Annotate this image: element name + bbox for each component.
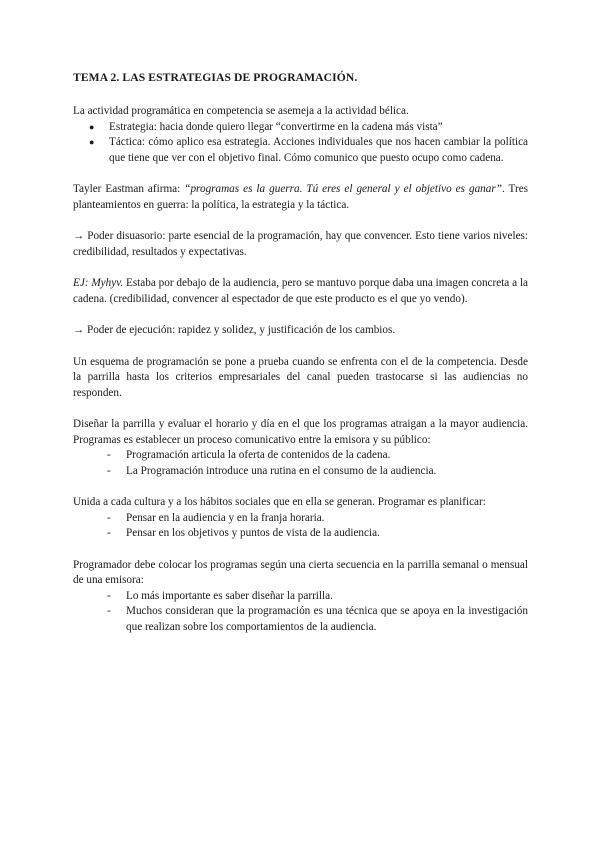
bullet-marker: ● — [89, 137, 95, 147]
list-item — [73, 526, 528, 542]
dash-marker: - — [107, 589, 111, 602]
page-title: TEMA 2. LAS ESTRATEGIAS DE PROGRAMACIÓN. — [73, 71, 358, 84]
list-item-text: Muchos consideran que la programación es una técnica que se apoya en la investigación que realizan sobre los comportamientos de la audiencia. — [126, 605, 528, 633]
list-item — [73, 120, 528, 136]
list-item-text: Programación articula la oferta de contenidos de la cadena. — [126, 449, 391, 461]
programador-paragraph: Programador debe colocar los programas según una cierta secuencia en la parrilla semanal o mensual de una emisora: — [73, 558, 528, 586]
parrilla-dash-list — [73, 589, 528, 636]
poder-ejecucion-paragraph: → Poder de ejecución: rapidez y solidez, y justificación de los cambios. — [73, 324, 396, 336]
example-label: EJ: Myhyv. — [73, 277, 124, 289]
list-item-text: Pensar en la audiencia y en la franja horaria. — [126, 511, 325, 524]
dash-marker: - — [107, 605, 111, 617]
list-item — [73, 604, 528, 635]
programacion-dash-list — [73, 448, 528, 479]
intro-paragraph: La actividad programática en competencia se asemeja a la actividad bélica. — [73, 105, 409, 117]
list-item-text: Pensar en los objetivos y puntos de vista de la audiencia. — [126, 527, 380, 539]
list-item — [73, 589, 528, 605]
list-item-text: Táctica: cómo aplico esa estrategia. Acciones individuales que nos hacen cambiar la política que tiene que ver con el objetivo final. Cómo comunico que puesto ocupo como cadena. — [109, 136, 528, 164]
quote-prefix: Tayler Eastman afirma: — [73, 183, 185, 195]
quote-text: “programas es la guerra. Tú eres el general y el objetivo es ganar” — [184, 183, 502, 195]
poder-disuasorio-paragraph: → Poder disuasorio: parte esencial de la programación, hay que convencer. Esto tiene varios niveles: credibilidad, resultados y expectativas. — [73, 230, 528, 258]
dash-marker: - — [107, 464, 111, 477]
list-item-text: Lo más importante es saber diseñar la parrilla. — [126, 589, 333, 602]
planificar-dash-list — [73, 511, 528, 542]
esquema-paragraph: Un esquema de programación se pone a prueba cuando se enfrenta con el de la competencia. Desde la parrilla hasta los criterios empresariales del canal pueden trastocarse si las audiencias no responden. — [73, 355, 528, 399]
list-item — [73, 448, 528, 464]
dash-marker: - — [107, 449, 111, 461]
example-text: Estaba por debajo de la audiencia, pero se mantuvo porque daba una imagen concreta a la cadena. (credibilidad, convencer al espectador de que este producto es el que yo vendo). — [73, 277, 528, 305]
disenar-paragraph: Diseñar la parrilla y evaluar el horario y día en el que los programas atraigan a la mayor audiencia. Programas es establecer un proceso comunicativo entre la emisora y su público: — [73, 418, 528, 446]
document-body — [73, 70, 528, 635]
cultura-paragraph: Unida a cada cultura y a los hábitos sociales que en ella se generan. Programar es planificar: — [73, 496, 486, 508]
example-paragraph — [73, 276, 528, 307]
list-item-text: La Programación introduce una rutina en el consumo de la audiencia. — [126, 464, 437, 477]
strategy-bullet-list — [73, 120, 528, 167]
list-item — [73, 135, 528, 166]
list-item — [73, 511, 528, 527]
list-item-text: Estrategia: hacia donde quiero llegar “convertirme en la cadena más vista” — [109, 120, 443, 133]
quote-suffix: . Tres planteamientos en guerra: la política, la estrategia y la táctica. — [73, 183, 529, 211]
bullet-marker: ● — [89, 121, 95, 132]
dash-marker: - — [107, 527, 111, 539]
list-item — [73, 464, 528, 480]
dash-marker: - — [107, 511, 111, 524]
quote-paragraph — [73, 182, 528, 213]
